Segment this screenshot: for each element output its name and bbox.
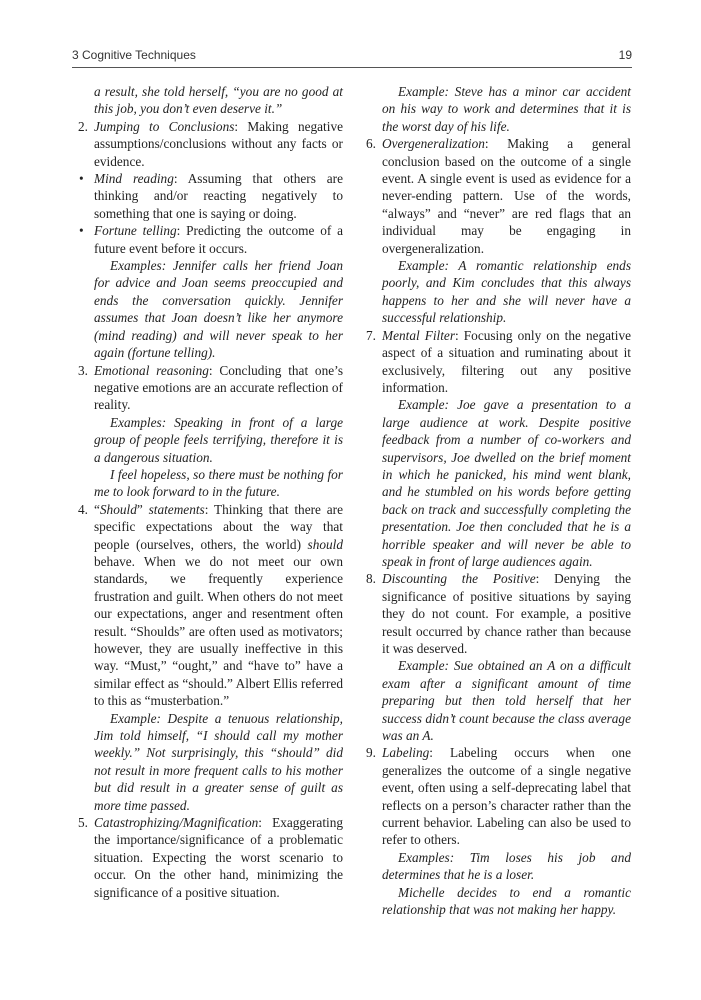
example-label: Example: [398, 258, 445, 274]
list-item-4: [78, 501, 343, 710]
item-number: 5.: [78, 815, 88, 831]
term-suffix: statements: [148, 501, 205, 517]
item-number: 3.: [78, 362, 88, 378]
bullet-mind-reading: [79, 170, 344, 222]
definition: : Assuming that others are thinking and/or reacting negatively to something that one is saying or doing.: [94, 171, 344, 221]
bullet-fortune-telling: [79, 222, 343, 257]
term: Mental Filter: [382, 327, 456, 343]
chapter-title: 3 Cognitive Techniques: [72, 48, 196, 62]
list-item-3: [78, 362, 343, 414]
example-text: : Sue obtained an A on a difficult exam after a significant amount of time preparing but then told herself that her success didn’t count because the class average was an A.: [382, 658, 631, 744]
definition: : Labeling occurs when one generalizes the outcome of a single negative event, often using a self-deprecating label that reflects on a person’s character rather than the current behavior. Labeling can also be used to refer to others.: [382, 745, 631, 848]
example-7: [382, 396, 631, 570]
running-header: [72, 48, 632, 68]
item-number: 9.: [366, 745, 376, 761]
definition: : Predicting the outcome of a future event before it occurs.: [94, 223, 343, 256]
quote-open: “: [94, 501, 100, 517]
definition: : Denying the significance of positive situations by saying they do not count. For example, a positive result occurred by chance rather than because it was deserved.: [382, 571, 631, 656]
item-number: 4.: [78, 501, 88, 517]
item-number: 2.: [78, 118, 88, 134]
example-3b: I feel hopeless, so there must be nothing for me to look forward to in the future.: [94, 466, 343, 500]
example-text: : Despite a tenuous relationship, Jim told himself, “I should call my mother weekly.” Not surprisingly, this “should” did not result in more frequent calls to his mother but did result in a greater sense of guilt as more time passed.: [94, 710, 343, 813]
term: Should: [99, 501, 137, 517]
header-rule: [72, 67, 632, 68]
example-label: Example: [398, 397, 445, 413]
example-text: : Speaking in front of a large group of people feels terrifying, therefore it is a dangerous situation.: [94, 414, 343, 465]
bullet-icon: •: [79, 223, 84, 239]
term: Jumping to Conclusions: [94, 118, 235, 134]
example-9: Examples: Tim loses his job and determines that he is a loser.: [382, 849, 631, 883]
example-text: : Joe gave a presentation to a large audience at work. Despite positive feedback from a number of co-workers and supervisors, Joe dwelled on the brief moment in which he panicked, his mind went blank, and he stumbled on his words before getting back on track and successfully completing the presentation. Joe then concluded that he is a horrible speaker and will never be able to speak in front of large audiences again.: [382, 397, 631, 569]
example-label: Example: [398, 658, 445, 674]
page-number: 19: [618, 48, 632, 62]
example-8: [382, 657, 631, 744]
example-9b: Michelle decides to end a romantic relationship that was not making her happy.: [382, 884, 631, 918]
example-label: Example: [110, 710, 157, 726]
definition: : Thinking that there are specific expectations about the way that people (ourselves, others, the world): [94, 501, 343, 552]
emphasis: should: [307, 536, 343, 552]
right-column: [366, 83, 631, 919]
example-label: Examples: [110, 258, 162, 274]
example-5: [382, 83, 631, 135]
term: Fortune telling: [94, 223, 177, 239]
paragraph-intro: a result, she told herself, “you are no good at this job, you don’t even deserve it.”: [94, 84, 343, 117]
definition: : Exaggerating the importance/significance of a problematic situation. Expecting the worst scenario to occur. On the other hand, minimizing the significance of a positive situation.: [94, 815, 343, 900]
left-column: [78, 83, 344, 901]
item-number: 6.: [366, 136, 376, 152]
definition: : Making negative assumptions/conclusions without any facts or evidence.: [94, 118, 343, 169]
example-3: [94, 414, 343, 466]
definition: : Focusing only on the negative aspect of a situation and ruminating about it exclusively, filtering out any positive information.: [382, 327, 631, 395]
item-number: 7.: [366, 327, 376, 343]
example-6: [382, 257, 631, 327]
list-item-5: [78, 814, 343, 901]
list-item-2: [78, 118, 343, 170]
quote-close: ”: [136, 501, 149, 517]
example-4: [94, 710, 343, 814]
list-item-9: [366, 744, 631, 848]
term: Mind reading: [94, 171, 174, 187]
example-label: Examples: [110, 414, 162, 430]
term: Overgeneralization: [382, 136, 485, 152]
definition: : Concluding that one’s negative emotions are an accurate reflection of reality.: [94, 362, 343, 413]
example-2: [94, 257, 343, 361]
term: Emotional reasoning: [94, 362, 209, 378]
definition: : Making a general conclusion based on the outcome of a single event. A single event is used as evidence for a never-ending pattern. Use of the words, “always” and “never” are red flags that an individual may be engaging in overgeneralization.: [382, 136, 631, 256]
list-item-8: [366, 570, 631, 657]
bullet-icon: •: [79, 171, 84, 187]
example-label: Example: [398, 84, 445, 99]
list-item-7: [366, 327, 631, 397]
term: Discounting the Positive: [382, 571, 536, 587]
definition-cont: behave. When we do not meet our own standards, we frequently experience frustration and guilt. When others do not meet our expectations, anger and resentment often result. “Shoulds” are often used as motivators; however, they are usually ineffective in this way. “Must,” “ought,” and “have to” have a similar effect as “should.” Albert Ellis referred to this as “musterbation.”: [94, 553, 343, 709]
term: Labeling: [382, 745, 430, 761]
example-text: : Jennifer calls her friend Joan for advice and Joan seems preoccupied and ends the conversation quickly. Jennifer assumes that Joan doesn’t like her anymore (mind reading) and will never speak to her again (fortune telling).: [94, 258, 343, 361]
item-number: 8.: [366, 571, 376, 587]
example-text: : Steve has a minor car accident on his way to work and determines that it is the worst day of his life.: [382, 84, 631, 134]
list-item-6: [366, 135, 631, 257]
term: Catastrophizing/Magnification: [94, 815, 259, 831]
example-text: : A romantic relationship ends poorly, and Kim concludes that this always happens to her and she will never have a successful relationship.: [382, 258, 631, 326]
